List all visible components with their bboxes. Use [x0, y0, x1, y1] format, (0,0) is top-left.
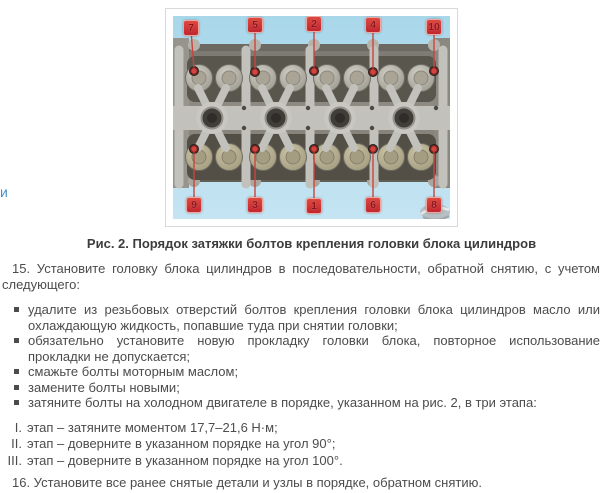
bolt-label-5: 5 — [247, 17, 263, 33]
list-item — [0, 302, 605, 333]
bolt-label-1: 1 — [306, 198, 322, 214]
bolt-label-4: 4 — [365, 17, 381, 33]
stage-line-2 — [0, 436, 605, 453]
cylinder-head-illustration — [173, 16, 450, 219]
tightening-stages — [0, 420, 605, 470]
stage-text: этап – доверните в указанном порядке на угол 100°. — [27, 452, 343, 468]
stage-numeral: I. — [14, 419, 22, 435]
bolt-label-10: 10 — [426, 19, 442, 35]
bolt-label-2: 2 — [306, 16, 322, 32]
bolt-label-3: 3 — [247, 197, 263, 213]
bolt-label-9: 9 — [186, 197, 202, 213]
side-link-fragment[interactable]: и — [0, 184, 8, 200]
stage-text: этап – доверните в указанном порядке на угол 90°; — [27, 436, 336, 451]
instructions-section — [0, 236, 605, 491]
list-item-text: затяните болты на холодном двигателе в порядке, указанном на рис. 2, в три этапа: — [28, 395, 537, 410]
list-item-text: смажьте болты моторным маслом; — [28, 364, 239, 379]
list-item-text: удалите из резьбовых отверстий болтов крепления головки блока цилиндров масло или охлаждающую жидкость, попавшие туда при снятии головки; — [28, 302, 600, 333]
cylinder-head-photo — [173, 16, 450, 219]
stage-line-3 — [0, 453, 605, 470]
bullet-marker-icon — [14, 307, 19, 312]
stage-line-1 — [0, 420, 605, 437]
bullet-marker-icon — [14, 385, 19, 390]
list-item-text: обязательно установите новую прокладку головки блока, повторное использование прокладки не допускается; — [28, 333, 600, 364]
bolt-label-7: 7 — [183, 20, 199, 36]
list-item — [0, 364, 605, 380]
stage-numeral: II. — [11, 436, 22, 451]
figure-caption: Рис. 2. Порядок затяжки болтов крепления головки блока цилиндров — [86, 236, 537, 251]
bullet-marker-icon — [14, 338, 19, 343]
stage-numeral: III. — [7, 452, 22, 468]
bolt-label-6: 6 — [365, 197, 381, 213]
bullet-marker-icon — [14, 369, 19, 374]
list-item — [0, 380, 605, 396]
bullet-marker-icon — [14, 400, 19, 405]
list-item-text: замените болты новыми; — [28, 379, 180, 395]
step-16-paragraph: 16. Установите все ранее снятые детали и узлы в порядке, обратном снятию. — [12, 475, 482, 490]
instruction-list — [0, 302, 605, 411]
step-15-paragraph: 15. Установите головку блока цилиндров в последовательности, обратной снятию, с учетом следующего: — [2, 261, 600, 292]
figure-frame — [165, 8, 458, 227]
list-item — [0, 395, 605, 411]
stage-text: этап – затяните моментом 17,7–21,6 Н·м; — [27, 419, 278, 435]
bolt-label-8: 8 — [426, 197, 442, 213]
list-item — [0, 333, 605, 364]
